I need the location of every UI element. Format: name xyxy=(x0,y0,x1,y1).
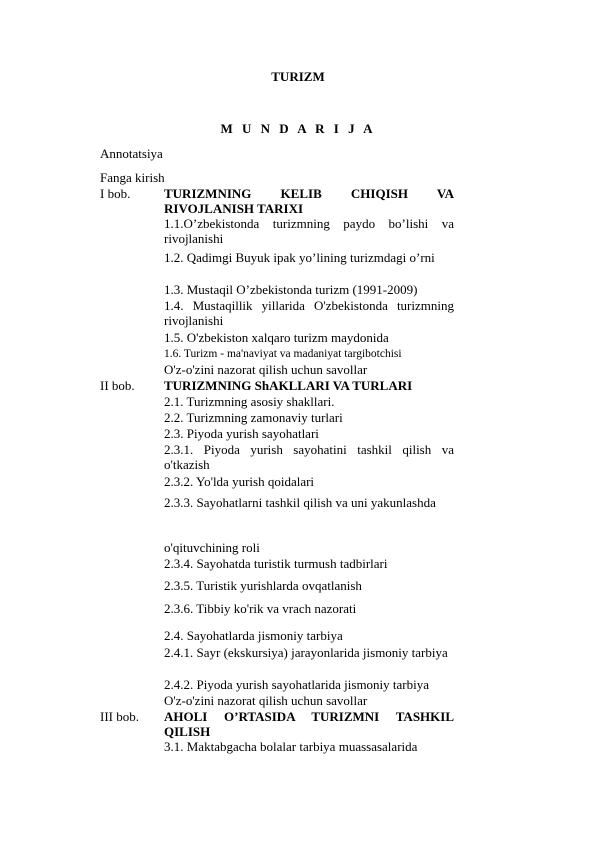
chapter-1-item-1: 1.1.O’zbekistonda turizmning paydo bo’lishi va rivojlanishi xyxy=(164,216,454,246)
chapter-2-item-1: 2.1. Turizmning asosiy shakllari. xyxy=(164,394,335,409)
chapter-2-item-11: 2.4.1. Sayr (ekskursiya) jarayonlarida jismoniy tarbiya xyxy=(164,645,448,660)
chapter-2-item-3: 2.3. Piyoda yurish sayohatlari xyxy=(164,426,319,441)
chapter-2-item-10: 2.4. Sayohatlarda jismoniy tarbiya xyxy=(164,628,343,643)
chapter-2-title: TURIZMNING ShAKLLARI VA TURLARI xyxy=(164,378,413,393)
intro-fanga-kirish: Fanga kirish xyxy=(100,170,165,185)
chapter-1-item-5: 1.5. O'zbekiston xalqaro turizm maydonida xyxy=(164,330,389,345)
chapter-2-item-8: 2.3.5. Turistik yurishlarda ovqatlanish xyxy=(164,578,362,593)
chapter-2-item-6: 2.3.3. Sayohatlarni tashkil qilish va uni yakunlashda xyxy=(164,495,436,510)
chapter-2-questions: O'z-o'zini nazorat qilish uchun savollar xyxy=(164,693,368,708)
chapter-1-item-2: 1.2. Qadimgi Buyuk ipak yo’lining turizmdagi o’rni xyxy=(164,250,435,265)
chapter-2-item-5: 2.3.2. Yo'lda yurish qoidalari xyxy=(164,474,315,489)
chapter-2-label: II bob. xyxy=(100,378,135,393)
chapter-2-item-7: 2.3.4. Sayohatda turistik turmush tadbirlari xyxy=(164,556,388,571)
contents-heading: M U N D A R I J A xyxy=(220,121,376,136)
chapter-1-item-3: 1.3. Mustaqil O’zbekistonda turizm (1991-2009) xyxy=(164,282,418,297)
chapter-3-title: AHOLI O’RTASIDA TURIZMNI TASHKIL QILISH xyxy=(164,709,454,739)
chapter-1-label: I bob. xyxy=(100,186,131,201)
chapter-2-item-4: 2.3.1. Piyoda yurish sayohatini tashkil qilish va o'tkazish xyxy=(164,442,454,472)
chapter-2-item-6-cont: o'qituvchining roli xyxy=(164,540,260,555)
chapter-1-item-6: 1.6. Turizm - ma'naviyat va madaniyat targibotchisi xyxy=(164,348,402,360)
chapter-1-item-4: 1.4. Mustaqillik yillarida O'zbekistonda turizmning rivojlanishi xyxy=(164,298,454,328)
chapter-2-item-9: 2.3.6. Tibbiy ko'rik va vrach nazorati xyxy=(164,601,357,616)
chapter-2-item-12: 2.4.2. Piyoda yurish sayohatlarida jismoniy tarbiya xyxy=(164,677,430,692)
document-title: TURIZM xyxy=(271,69,325,84)
chapter-3-item-1: 3.1. Maktabgacha bolalar tarbiya muassasalarida xyxy=(164,739,418,754)
chapter-3-label: III bob. xyxy=(100,709,139,724)
chapter-1-title: TURIZMNING KELIB CHIQISH VA RIVOJLANISH TARIXI xyxy=(164,186,454,216)
chapter-1-questions: O'z-o'zini nazorat qilish uchun savollar xyxy=(164,362,368,377)
chapter-2-item-2: 2.2. Turizmning zamonaviy turlari xyxy=(164,410,343,425)
intro-annotatsiya: Annotatsiya xyxy=(100,146,163,161)
